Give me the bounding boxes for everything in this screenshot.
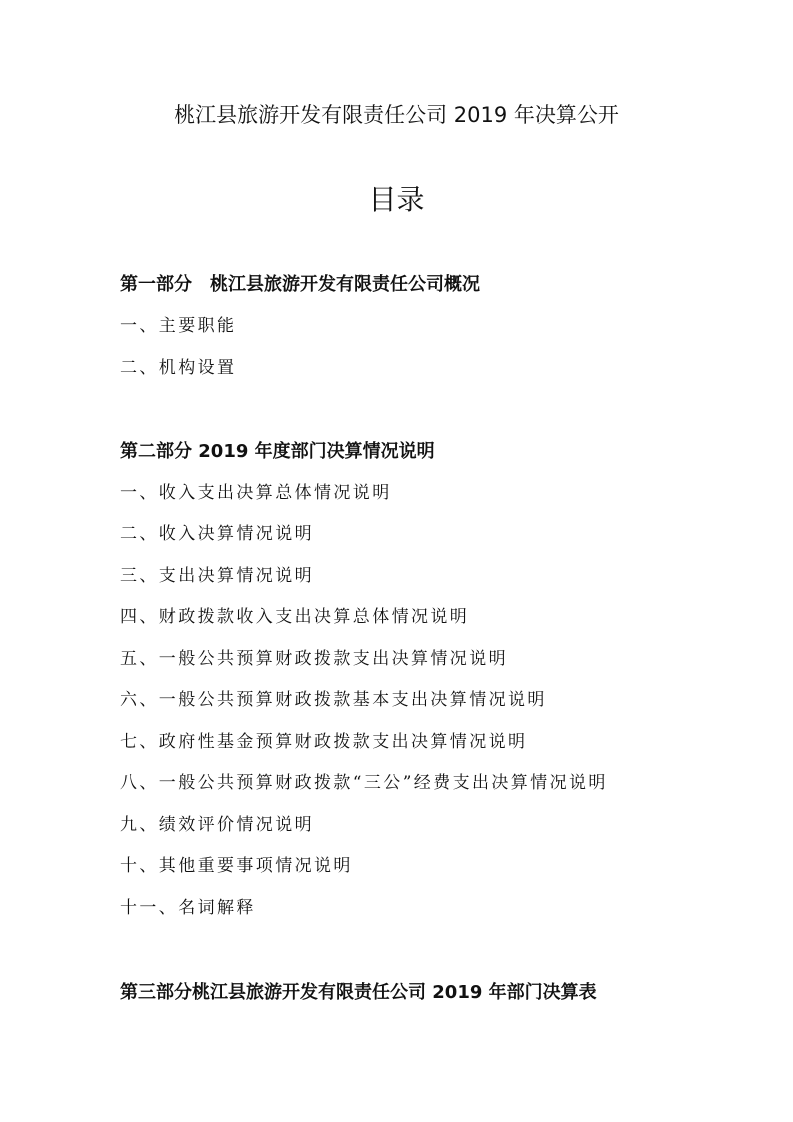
toc-item: 七、政府性基金预算财政拨款支出决算情况说明 xyxy=(120,732,528,752)
part3-heading: 第三部分桃江县旅游开发有限责任公司 2019 年部门决算表 xyxy=(120,982,597,1003)
part2-heading: 第二部分 2019 年度部门决算情况说明 xyxy=(120,441,435,462)
toc-item: 八、一般公共预算财政拨款“三公”经费支出决算情况说明 xyxy=(120,773,608,793)
toc-item: 三、支出决算情况说明 xyxy=(120,566,314,586)
toc-item: 二、收入决算情况说明 xyxy=(120,524,314,544)
toc-item: 六、一般公共预算财政拨款基本支出决算情况说明 xyxy=(120,690,547,710)
toc-item: 一、主要职能 xyxy=(120,316,237,336)
part1-heading: 第一部分 桃江县旅游开发有限责任公司概况 xyxy=(120,274,480,295)
toc-item: 十一、名词解释 xyxy=(120,898,256,918)
toc-item: 十、其他重要事项情况说明 xyxy=(120,856,353,876)
toc-item: 四、财政拨款收入支出决算总体情况说明 xyxy=(120,607,470,627)
document-title: 桃江县旅游开发有限责任公司 2019 年决算公开 xyxy=(174,103,619,127)
toc-item: 五、一般公共预算财政拨款支出决算情况说明 xyxy=(120,649,508,669)
toc-item: 一、收入支出决算总体情况说明 xyxy=(120,483,392,503)
toc-item: 九、绩效评价情况说明 xyxy=(120,815,314,835)
toc-heading: 目录 xyxy=(368,183,425,216)
toc-item: 二、机构设置 xyxy=(120,358,237,378)
